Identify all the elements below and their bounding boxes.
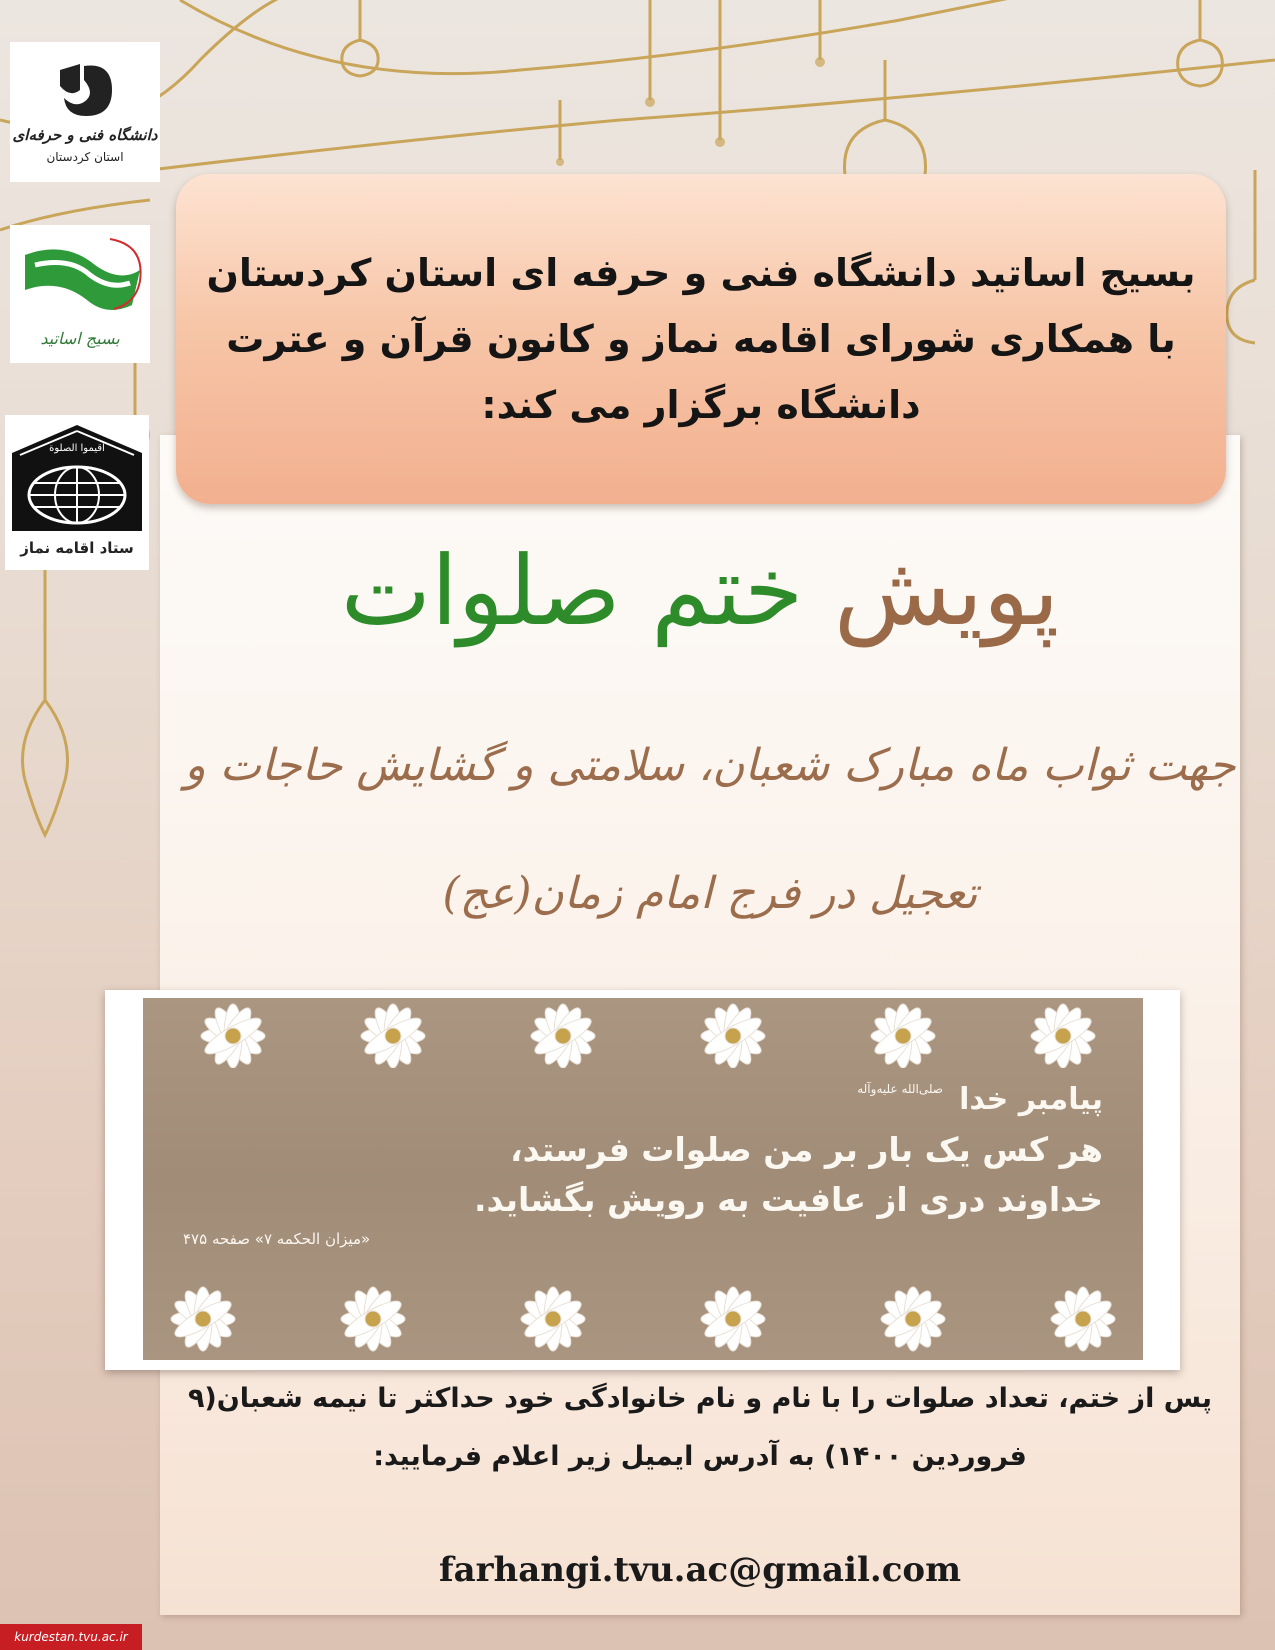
organizer-line-1: بسیج اساتید دانشگاه فنی و حرفه ای استان کردستان <box>206 251 1196 295</box>
website-watermark: kurdestan.tvu.ac.ir <box>0 1624 142 1650</box>
submission-instructions <box>160 1370 1240 1486</box>
campaign-title <box>160 535 1240 647</box>
hadith-line-2: خداوند دری از عافیت به رویش بگشاید. <box>474 1180 1103 1219</box>
university-emblem-icon <box>50 60 120 120</box>
instructions-line-1: پس از ختم، تعداد صلوات را با نام و نام خانوادگی خود حداکثر تا نیمه شعبان(۹ <box>187 1383 1213 1414</box>
flower-row-top <box>143 998 1143 1068</box>
basij-ostad-label: بسیج اساتید <box>40 329 120 348</box>
contact-email[interactable]: farhangi.tvu.ac@gmail.com <box>438 1550 962 1590</box>
hadith-card-body <box>143 998 1143 1360</box>
namaz-arch-inscription: اقیموا الصلوة <box>49 443 105 454</box>
flower-row-bottom <box>143 1283 1143 1353</box>
university-logo <box>10 42 160 182</box>
basij-ostad-logo <box>10 225 150 363</box>
purpose-line-1: جهت ثواب ماه مبارک شعبان، سلامتی و گشایش حاجات و <box>184 740 1236 791</box>
hadith-line-1: هر کس یک بار بر من صلوات فرستد، <box>510 1130 1103 1169</box>
purpose-line-2: تعجیل در فرج امام زمان(عج) <box>442 868 978 919</box>
title-word-campaign: پویش <box>833 535 1060 647</box>
instructions-line-2: فروردین ۱۴۰۰) به آدرس ایمیل زیر اعلام فرمایید: <box>373 1441 1027 1472</box>
namaz-headquarters-label: ستاد اقامه نماز <box>20 539 134 557</box>
organizer-line-3: دانشگاه برگزار می کند: <box>481 383 921 427</box>
flag-wave-icon <box>15 235 145 325</box>
title-word-khatm-salavat: ختم صلوات <box>340 535 804 647</box>
namaz-headquarters-logo <box>5 415 149 570</box>
organizer-line-2: با همکاری شورای اقامه نماز و کانون قرآن و عترت <box>226 317 1176 361</box>
university-province: استان کردستان <box>46 150 124 164</box>
kaaba-globe-icon <box>10 423 144 533</box>
hadith-source: «میزان الحکمه ۷» صفحه ۴۷۵ <box>183 1230 371 1248</box>
hadith-speaker: پیامبر خدا <box>959 1082 1103 1117</box>
organizer-header <box>176 174 1226 504</box>
hadith-honorific: صلی‌الله علیه‌وآله <box>857 1082 943 1096</box>
hadith-card <box>105 990 1180 1370</box>
university-name: دانشگاه فنی و حرفه‌ای <box>12 126 158 144</box>
